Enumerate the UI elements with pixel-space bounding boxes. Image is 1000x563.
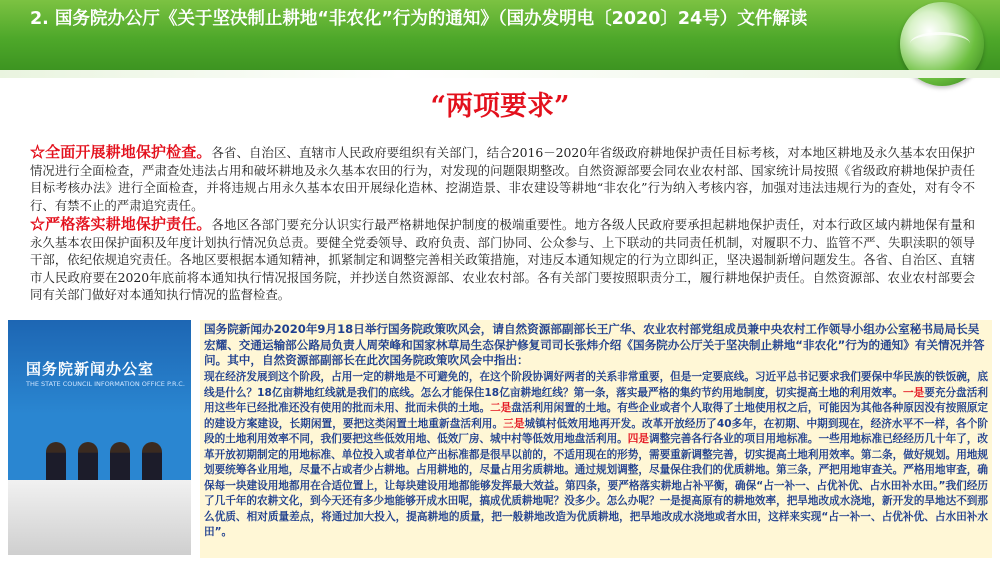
speaker-figure (110, 442, 130, 484)
requirement-2-text: 各地区各部门要充分认识实行最严格耕地保护制度的极端重要性。地方各级人民政府要承担起耕地保护责任，对本行政区域内耕地保有量和永久基本农田保护面积及年度计划执行情况负总责。要健全党委领导、政府负责、部门协同、公众参与、上下联动的共同责任机制，对履职不力、监管不严、失职渎职的领导干部，依纪依规追究责任。各地区要根据本通知精神，抓紧制定和调整完善相关政策措施，对违反本通知规定的行为立即纠正，坚决遏制新增问题发生。各省、自治区、直辖市人民政府要在2020年底前将本通知执行情况报国务院，并抄送自然资源部、农业农村部。各有关部门要按照职责分工，履行耕地保护责任。自然资源部、农业农村部要会同有关部门做好对本通知执行情况的监督检查。 (30, 217, 975, 303)
news-body (204, 370, 988, 541)
marker-third: 三是 (503, 417, 525, 430)
requirement-1-title: ☆全面开展耕地保护检查。 (30, 143, 212, 161)
section-heading: “两项要求” (430, 91, 570, 122)
news-panel (200, 320, 992, 558)
speaker-figure (78, 442, 98, 484)
requirement-2-title: ☆严格落实耕地保护责任。 (30, 215, 212, 233)
news-body-part: 现在经济发展到这个阶段，占用一定的耕地是不可避免的，在这个阶段协调好两者的关系非常重要，但是一定要底线。习近平总书记要求我们要保中华民族的铁饭碗，底线是什么？18亿亩耕地红线就是我们的底线。怎么才能保住18亿亩耕地红线？第一条，落实最严格的集约节约用地制度，切实提高土地的利用效率。 (204, 371, 988, 399)
news-body-part: 城镇村低效用地再开发。改革开放经历了40多年，在初期、中期到现在，经济水平不一样，各个阶段的土地利用效率不同，我们要把这些低效用地、低效厂房、城中村等低效用地盘活利用。 (204, 417, 988, 445)
requirement-1 (30, 144, 975, 214)
marker-first: 一是 (903, 386, 925, 399)
news-body-part: 调整完善各行各业的项目用地标准。一些用地标准已经经历几十年了，改革开放初期制定的用地标准、单位投入或者单位产出标准都是很早以前的，不适用现在的形势，需要重新调整完善，切实提高土地利用效率。第二条，做好规划。用地规划要统筹各业用地，尽量不占或者少占耕地。占用耕地的，尽量占用劣质耕地。通过规划调整，尽量保住我们的优质耕地。第三条，严把用地审查关。严格用地审查，确保每一块建设用地都用在合适位置上，让每块建设用地都能够发挥最大效益。第四条，要严格落实耕地占补平衡，确保“占一补一、占优补优、占水田补水田。”我们经历了几千年的农耕文化，到今天还有多少地能够开成水田呢，搞成优质耕地呢？没多少。怎么办呢？一是提高原有的耕地效率，把旱地改成水浇地，新开发的旱地达不到那么优质、相对质量差点，将通过加大投入，提高耕地的质量，把一般耕地改造为优质耕地，把旱地改成水浇地或者水田，这样来实现“占一补一、占优补优、占水田补水田”。 (204, 433, 989, 538)
decorative-strip (0, 70, 1000, 78)
news-lead: 国务院新闻办2020年9月18日举行国务院政策吹风会，请自然资源部副部长王广华、农业农村部党组成员兼中央农村工作领导小组办公室秘书局局长吴宏耀、交通运输部公路局负责人周荣峰和国家林草局生态保护修复司司长张炜介绍《国务院办公厅关于坚决制止耕地“非农化”行为的通知》有关情况并答问。其中，自然资源部副部长在此次国务院政策吹风会中指出： (204, 322, 985, 368)
requirement-2 (30, 216, 975, 304)
speaker-figure (142, 442, 162, 484)
news-body-part: 要充分盘活利用这些年已经批准还没有使用的批而未用、批而未供的土地。 (204, 386, 989, 414)
photo-banner-text: 国务院新闻办公室 (26, 360, 155, 378)
marker-second: 二是 (490, 402, 512, 414)
marker-fourth: 四是 (627, 433, 649, 445)
requirement-1-text: 各省、自治区、直辖市人民政府要组织有关部门，结合2016－2020年省级政府耕地保护责任目标考核，对本地区耕地及永久基本农田保护情况进行全面检查，严肃查处违法占用和破坏耕地及永久基本农田的行为，对发现的问题限期整改。自然资源部要会同农业农村部、国家统计局按照《省级政府耕地保护责任目标考核办法》进行全面检查，并将违规占用永久基本农田开展绿化造林、挖湖造景、非农建设等耕地“非农化”行为纳入考核内容，加强对违法违规行为的查处，对有令不行、有禁不止的严肃追究责任。 (30, 145, 975, 213)
header-bar (0, 0, 1000, 70)
press-conference-photo (8, 320, 191, 555)
conference-table (8, 480, 191, 555)
news-body-part: 盘活利用闲置的土地。有些企业或者个人取得了土地使用权之后，可能因为其他各种原因没有按照原定的建设方案建设，长期闲置，要把这类闲置土地重新盘活利用。 (204, 402, 989, 430)
page-title: 2. 国务院办公厅《关于坚决制止耕地“非农化”行为的通知》（国办发明电〔2020〕24号）文件解读 (30, 9, 808, 29)
speaker-figure (46, 442, 66, 484)
photo-banner-subtext: THE STATE COUNCIL INFORMATION OFFICE P.R.C. (26, 380, 185, 388)
